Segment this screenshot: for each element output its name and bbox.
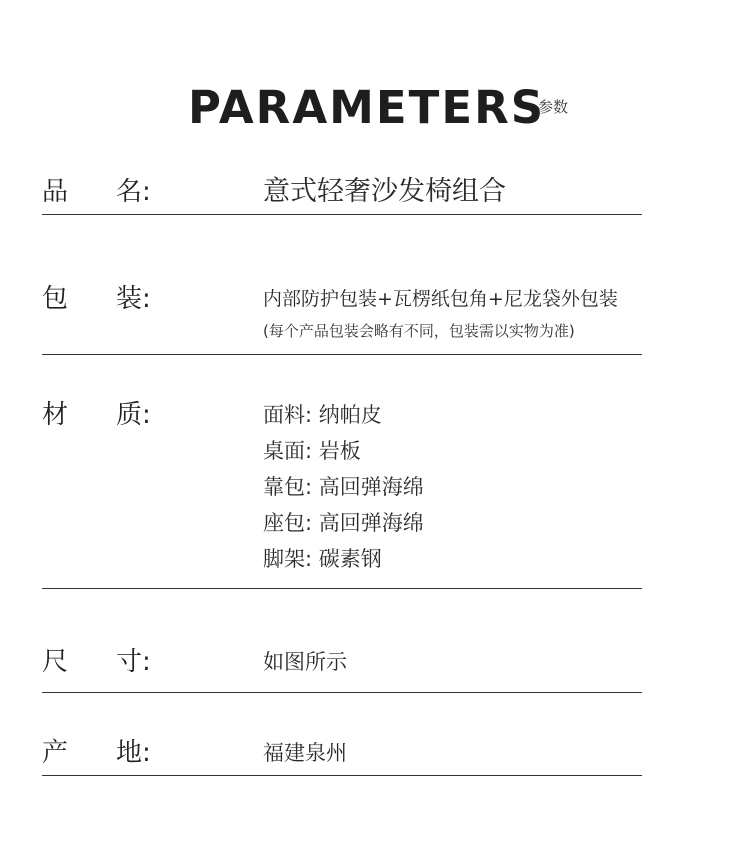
label-char: 包 [42, 284, 69, 314]
divider [42, 775, 642, 776]
param-label-material [42, 397, 167, 433]
param-value-packaging: 内部防护包装+瓦楞纸包角+尼龙袋外包装 [263, 288, 618, 310]
param-label-origin [42, 735, 167, 771]
param-value-origin: 福建泉州 [263, 741, 347, 765]
label-char: 寸: [116, 647, 151, 677]
label-char: 材 [42, 400, 69, 430]
page-subtitle: 参数 [538, 98, 569, 116]
label-char: 地: [116, 738, 151, 768]
label-char: 产 [42, 738, 69, 768]
label-char: 质: [116, 400, 151, 430]
material-line-tabletop: 桌面: 岩板 [263, 439, 361, 463]
divider [42, 588, 642, 589]
label-char: 装: [116, 284, 151, 314]
param-label-packaging [42, 281, 167, 317]
material-line-legs: 脚架: 碳素钢 [263, 547, 382, 571]
param-value-size: 如图所示 [263, 650, 347, 674]
divider [42, 214, 642, 215]
label-char: 品 [42, 177, 69, 207]
label-char: 尺 [42, 647, 69, 677]
param-note-packaging: (每个产品包装会略有不同，包装需以实物为准) [263, 322, 575, 340]
page-title: PARAMETERS [188, 81, 546, 134]
divider [42, 692, 642, 693]
param-label-size [42, 644, 167, 680]
page-header [0, 76, 750, 136]
param-label-product-name [42, 174, 167, 210]
material-line-fabric: 面料: 纳帕皮 [263, 403, 382, 427]
material-line-back-cushion: 靠包: 高回弹海绵 [263, 475, 424, 499]
divider [42, 354, 642, 355]
material-line-seat-cushion: 座包: 高回弹海绵 [263, 511, 424, 535]
label-char: 名: [116, 177, 151, 207]
param-value-material [263, 397, 424, 577]
param-value-product-name: 意式轻奢沙发椅组合 [263, 176, 506, 207]
